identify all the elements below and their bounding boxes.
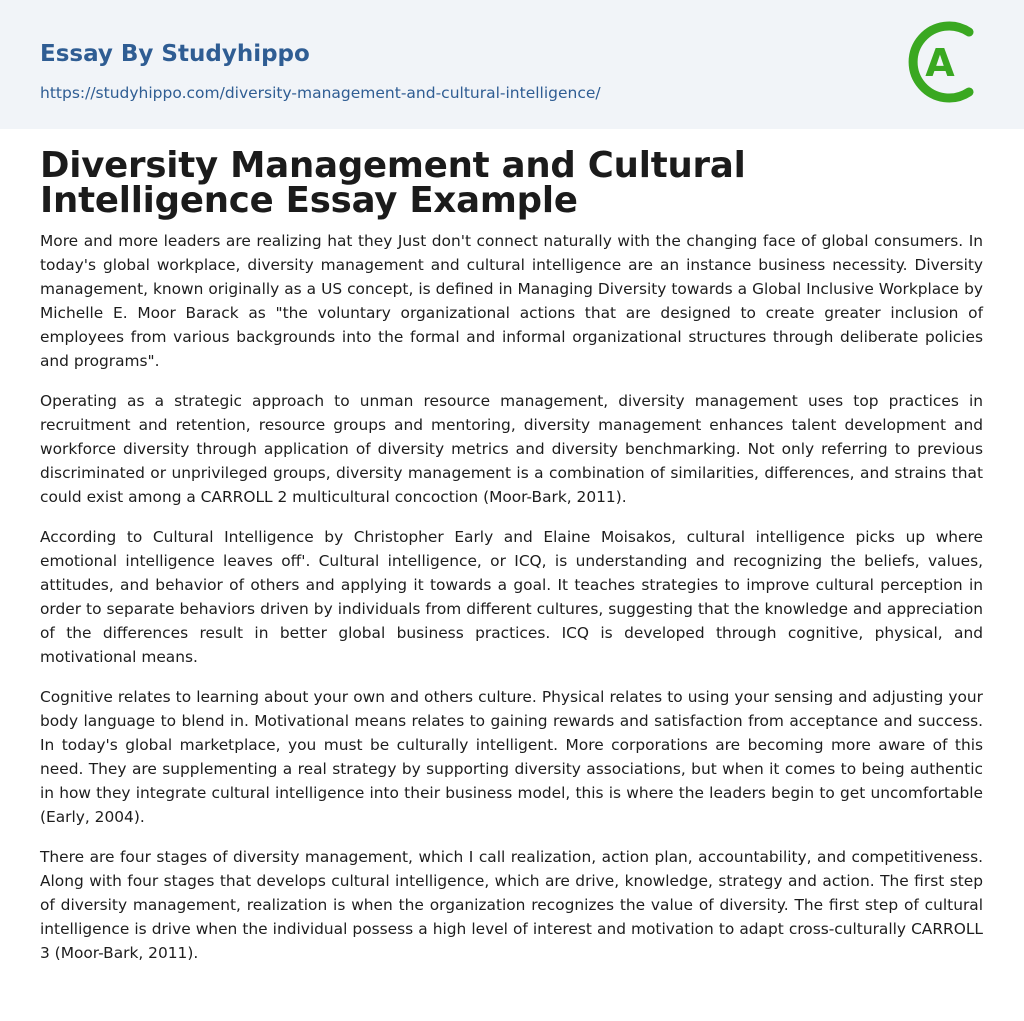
- site-header: [0, 0, 1024, 129]
- essay-paragraph: According to Cultural Intelligence by Christopher Early and Elaine Moisakos, cultural intelligence picks up where emotional intelligence leaves off'. Cultural intelligence, or ICQ, is understanding and recognizing the beliefs, values, attitudes, and behavior of others and applying it towards a goal. It teaches strategies to improve cultural perception in order to separate behaviors driven by individuals from different cultures, suggesting that the knowledge and appreciation of the differences result in better global business practices. ICQ is developed through cognitive, physical, and motivational means.: [40, 528, 983, 666]
- essay-content: [40, 145, 983, 981]
- essay-paragraph: Cognitive relates to learning about your own and others culture. Physical relates to using your sensing and adjusting your body language to blend in. Motivational means relates to gaining rewards and satisfaction from acceptance and success. In today's global marketplace, you must be culturally intelligent. More corporations are becoming more aware of this need. They are supplementing a real strategy by supporting diversity associations, but when it comes to being authentic in how they integrate cultural intelligence into their business model, this is where the leaders begin to get uncomfortable (Early, 2004).: [40, 688, 983, 826]
- essay-paragraph: There are four stages of diversity management, which I call realization, action plan, accountability, and competitiveness. Along with four stages that develops cultural intelligence, which are drive, knowledge, strategy and action. The first step of diversity management, realization is when the organization recognizes the value of diversity. The first step of cultural intelligence is drive when the individual possess a high level of interest and motivation to adapt cross-culturally CARROLL 3 (Moor-Bark, 2011).: [40, 848, 983, 962]
- essay-paragraph: Operating as a strategic approach to unman resource management, diversity management uses top practices in recruitment and retention, resource groups and mentoring, diversity management enhances talent development and workforce diversity through application of diversity metrics and diversity benchmarking. Not only referring to previous discriminated or unprivileged groups, diversity management is a combination of similarities, differences, and strains that could exist among a CARROLL 2 multicultural concoction (Moor-Bark, 2011).: [40, 392, 983, 506]
- logo-a-circle-icon[interactable]: [905, 20, 989, 104]
- essay-paragraph: More and more leaders are realizing hat they Just don't connect naturally with the changing face of global consumers. In today's global workplace, diversity management and cultural intelligence are an instance business necessity. Diversity management, known originally as a US concept, is defined in Managing Diversity towards a Global Inclusive Workplace by Michelle E. Moor Barack as "the voluntary organizational actions that are designed to create greater inclusion of employees from various backgrounds into the formal and informal organizational structures through deliberate policies and programs".: [40, 232, 983, 370]
- essay-url-link[interactable]: https://studyhippo.com/diversity-management-and-cultural-intelligence/: [40, 84, 601, 102]
- site-brand[interactable]: Essay By Studyhippo: [40, 41, 310, 67]
- logo-letter: A: [925, 41, 955, 85]
- essay-title: Diversity Management and Cultural Intelligence Essay Example: [40, 145, 746, 221]
